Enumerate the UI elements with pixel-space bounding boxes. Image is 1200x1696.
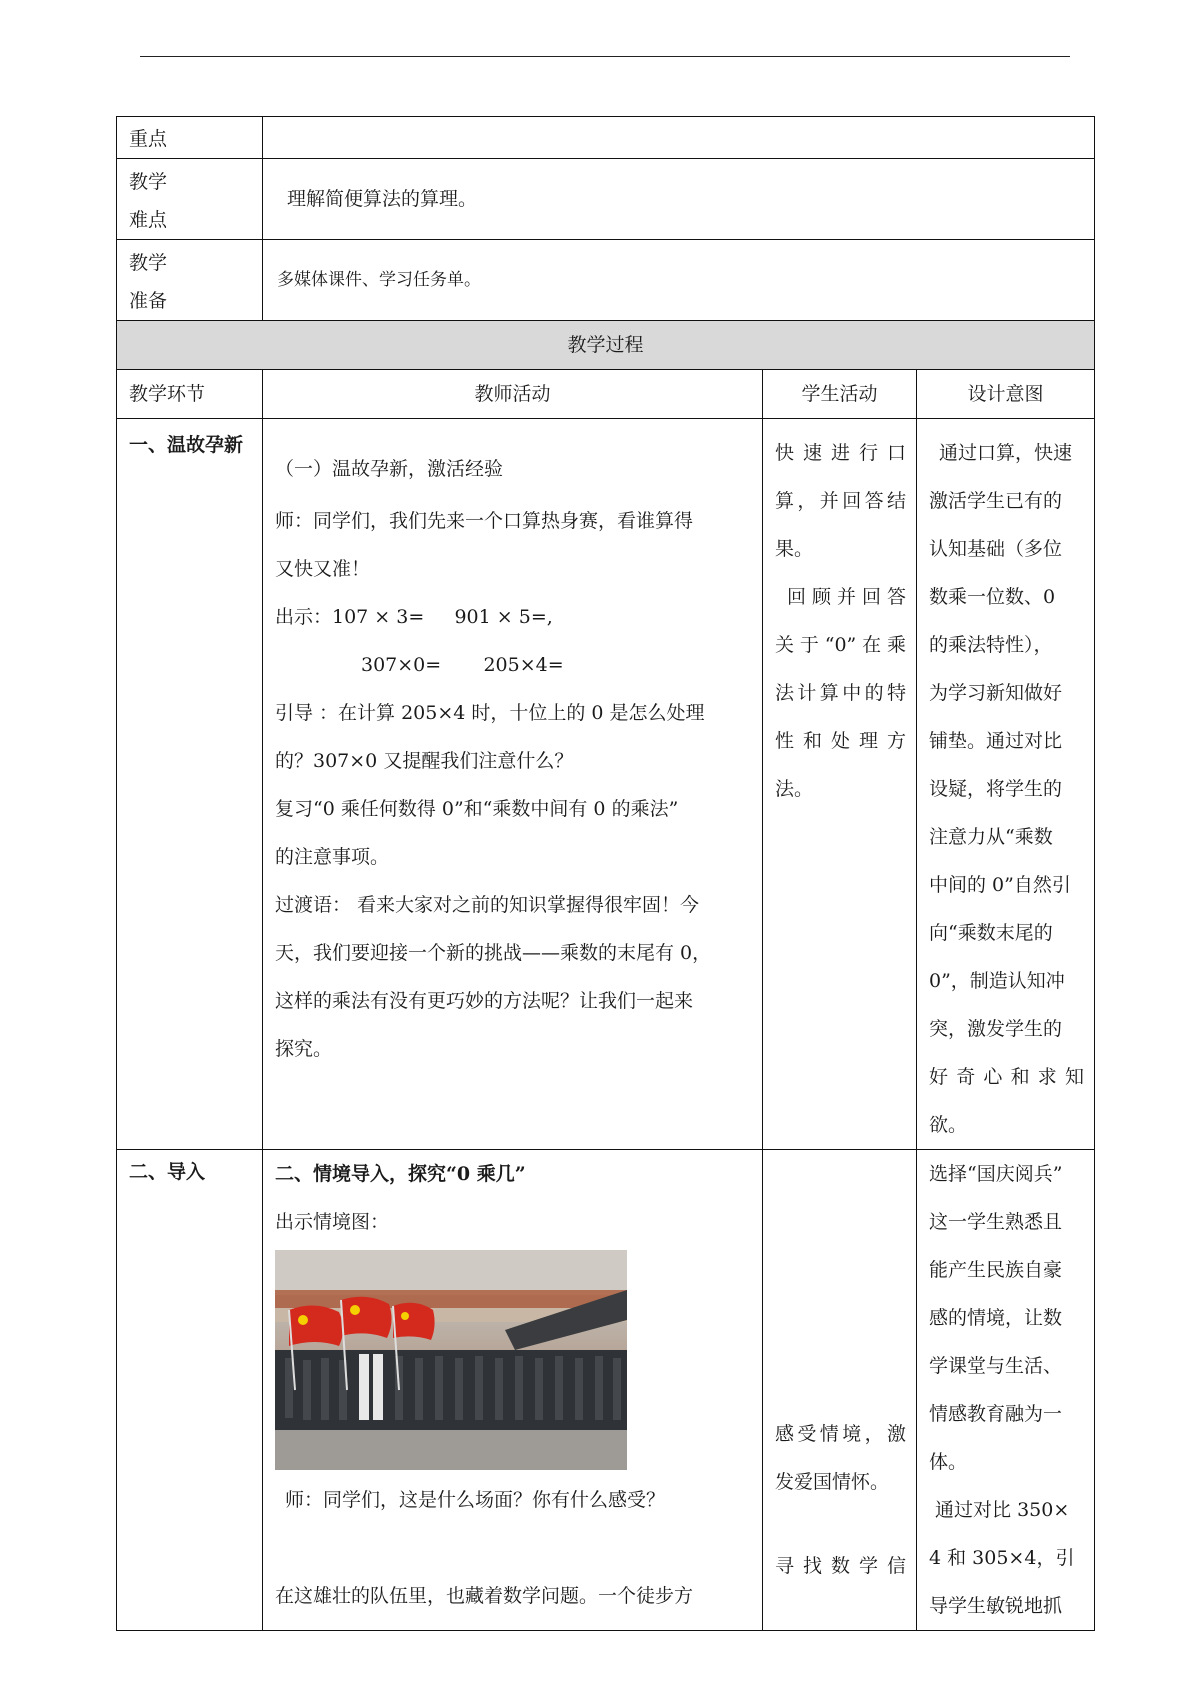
section2-design-line: 选择“国庆阅兵” [929, 1163, 1063, 1185]
section1-teacher-line: 复习“0 乘任何数得 0”和“乘数中间有 0 的乘法” [275, 798, 679, 820]
section1-teacher-line: 师：同学们，我们先来一个口算热身赛，看谁算得 [275, 510, 694, 532]
col-header-teacher [263, 370, 763, 419]
section1-teacher-cell [263, 419, 763, 1150]
section2-design-line: 4 和 305×4，引 [929, 1547, 1075, 1569]
key-point-content [263, 117, 1095, 159]
difficulty-text: 理解简便算法的算理。 [287, 188, 478, 210]
section2-stage-cell [117, 1150, 263, 1631]
section1-student-line: 关于“0”在乘 [775, 634, 906, 656]
col-header-student-text: 学生活动 [801, 383, 878, 405]
spacer [275, 1524, 752, 1572]
section1-student-line: 性和处理方 [775, 730, 906, 752]
section2-teacher-cell [263, 1150, 763, 1631]
preparation-label-line2: 准备 [129, 290, 168, 312]
section2-student-line: 发爱国情怀。 [775, 1471, 890, 1493]
preparation-text: 多媒体课件、学习任务单。 [277, 270, 481, 290]
section1-design-line: 欲。 [929, 1114, 968, 1136]
section1-design-line: 好奇心和求知 [929, 1066, 1085, 1088]
section2-design-line: 能产生民族自豪 [929, 1259, 1063, 1281]
section1-design-line: 为学习新知做好 [929, 682, 1063, 704]
col-header-design-text: 设计意图 [967, 383, 1044, 405]
section1-stage: 一、温故孕新 [129, 434, 244, 456]
section1-design-line: 的乘法特性）， [929, 634, 1053, 656]
parade-image-icon [275, 1250, 627, 1470]
section1-teacher-line: 探究。 [275, 1038, 333, 1060]
difficulty-content [263, 159, 1095, 240]
section1-design-line: 数乘一位数、0 [929, 586, 1056, 608]
section1-teacher-line: 引导 ：在计算 205×4 时，十位上的 0 是怎么处理 [275, 702, 705, 724]
section1-design-line: 激活学生已有的 [929, 490, 1063, 512]
section1-teacher-line: 又快又准！ [275, 558, 371, 580]
section2-teacher-title: 二、情境导入，探究“0 乘几” [275, 1163, 526, 1185]
section1-teacher-line: （一）温故孕新，激活经验 [275, 458, 504, 480]
section1-design-cell [917, 419, 1095, 1150]
difficulty-label-line1: 教学 [129, 171, 168, 193]
section1-student-line: 法。 [775, 778, 814, 800]
section1-design-line: 铺垫。通过对比 [929, 730, 1063, 752]
section1-student-line: 快速进行口 [775, 442, 906, 464]
col-header-design [917, 370, 1095, 419]
section1-student-line: 法计算中的特 [775, 682, 906, 704]
header-rule [140, 56, 1070, 57]
section1-design-line: 通过口算，快速 [939, 442, 1073, 464]
section1-design-line: 0”，制造认知冲 [929, 970, 1065, 992]
section1-design-line: 突，激发学生的 [929, 1018, 1063, 1040]
section2-design-line: 感的情境，让数 [929, 1307, 1063, 1329]
section1-student-line: 果。 [775, 538, 814, 560]
section2-design-line: 学课堂与生活、 [929, 1355, 1063, 1377]
difficulty-label-cell [117, 159, 263, 240]
section1-teacher-line: 天，我们要迎接一个新的挑战——乘数的末尾有 0， [275, 942, 712, 964]
preparation-content [263, 240, 1095, 321]
process-title-cell [117, 321, 1095, 370]
section2-stage: 二、导入 [129, 1161, 206, 1183]
section1-student-line: 回顾并回答 [775, 586, 906, 608]
section1-design-line: 中间的 0”自然引 [929, 874, 1071, 896]
preparation-label-line1: 教学 [129, 252, 168, 274]
key-point-label-cell [117, 117, 263, 159]
section1-teacher-line: 出示：107 × 3= 901 × 5=, [275, 606, 553, 628]
col-header-teacher-text: 教师活动 [474, 383, 551, 405]
section2-design-line: 通过对比 350× [929, 1499, 1070, 1521]
section2-design-line: 体。 [929, 1451, 968, 1473]
section1-teacher-line: 的注意事项。 [275, 846, 390, 868]
difficulty-label-line2: 难点 [129, 209, 168, 231]
section1-teacher-line: 307×0= 205×4= [361, 654, 564, 676]
section1-design-line: 认知基础（多位 [929, 538, 1063, 560]
col-header-stage [117, 370, 263, 419]
section2-teacher-show: 出示情境图： [275, 1211, 390, 1233]
preparation-label-cell [117, 240, 263, 321]
section2-design-line: 这一学生熟悉且 [929, 1211, 1063, 1233]
military-parade-photo [275, 1250, 627, 1470]
section2-student-cell [763, 1150, 917, 1631]
section1-design-line: 注意力从“乘数 [929, 826, 1053, 848]
section1-teacher-line: 过渡语： 看来大家对之前的知识掌握得很牢固！今 [275, 894, 700, 916]
col-header-student [763, 370, 917, 419]
section1-student-cell [763, 419, 917, 1150]
section2-design-cell [917, 1150, 1095, 1631]
key-point-label: 重点 [129, 128, 168, 150]
section2-design-line: 情感教育融为一 [929, 1403, 1063, 1425]
lesson-plan-table [116, 116, 1095, 1631]
section2-student-line: 寻找数学信 [775, 1555, 906, 1577]
section1-design-line: 设疑，将学生的 [929, 778, 1063, 800]
section2-student-line [775, 1506, 906, 1542]
section1-teacher-line: 这样的乘法有没有更巧妙的方法呢？让我们一起来 [275, 990, 694, 1012]
section2-student-line: 感受情境，激 [775, 1423, 906, 1445]
col-header-stage-text: 教学环节 [129, 383, 206, 405]
section1-stage-cell [117, 419, 263, 1150]
section1-student-line: 算，并回答结 [775, 490, 906, 512]
section2-design-line: 导学生敏锐地抓 [929, 1595, 1063, 1617]
process-title: 教学过程 [567, 334, 644, 356]
section2-teacher-question: 师：同学们，这是什么场面？你有什么感受？ [285, 1489, 666, 1511]
section2-teacher-more: 在这雄壮的队伍里，也藏着数学问题。一个徒步方 [275, 1585, 694, 1607]
section1-design-line: 向“乘数末尾的 [929, 922, 1053, 944]
section1-teacher-line: 的？307×0 又提醒我们注意什么？ [275, 750, 574, 772]
